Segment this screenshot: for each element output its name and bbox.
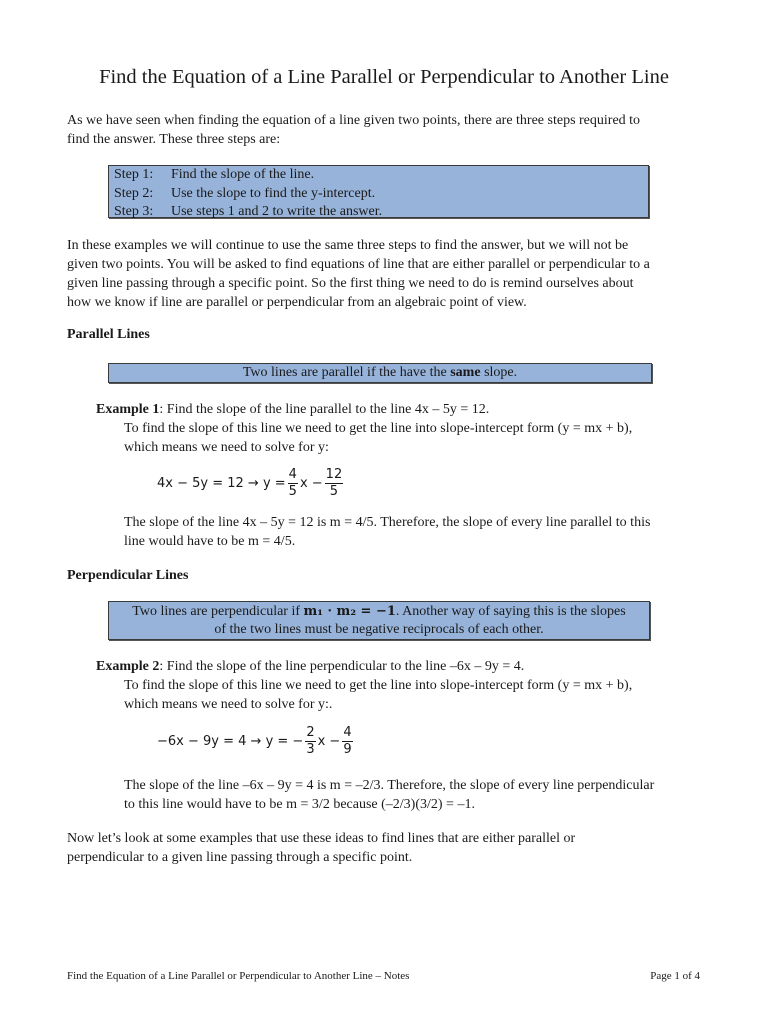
perpendicular-heading: Perpendicular Lines xyxy=(67,568,189,583)
example-2-conclusion xyxy=(124,776,714,814)
numerator: 4 xyxy=(343,725,352,740)
paragraph-line: to this line would have to be m = 3/2 because (–2/3)(3/2) = –1. xyxy=(124,797,475,812)
example-text: : Find the slope of the line perpendicular to the line –6x – 9y = 4. xyxy=(159,659,525,674)
paragraph-line: The slope of the line 4x – 5y = 12 is m = 4/5. Therefore, the slope of every line parallel to this xyxy=(124,515,651,530)
footer-title: Find the Equation of a Line Parallel or Perpendicular to Another Line – Notes xyxy=(67,970,410,982)
parallel-heading: Parallel Lines xyxy=(67,327,150,342)
paragraph-line: given line passing through a specific point. So the first thing we need to do is remind ourselves about xyxy=(67,276,634,291)
page-title: Find the Equation of a Line Parallel or Perpendicular to Another Line xyxy=(99,66,669,88)
step-text: Use the slope to find the y-intercept. xyxy=(171,185,376,201)
rule-emphasis: same xyxy=(450,365,481,380)
paragraph-line: line would have to be m = 4/5. xyxy=(124,534,296,549)
equation-mid: x − xyxy=(299,476,323,491)
equation-lhs: −6x − 9y = 4 → y = − xyxy=(157,734,304,749)
perpendicular-rule-box xyxy=(108,601,650,640)
denominator: 9 xyxy=(343,742,352,757)
rule-text: . Another way of saying this is the slopes xyxy=(395,604,626,619)
continuation-paragraph xyxy=(67,236,707,312)
fraction xyxy=(288,467,298,500)
paragraph-line: To find the slope of this line we need to get the line into slope-intercept form (y = mx + b), xyxy=(124,678,633,693)
example-text: : Find the slope of the line parallel to the line 4x – 5y = 12. xyxy=(159,402,490,417)
parallel-rule-box xyxy=(108,363,652,383)
example-1-conclusion xyxy=(124,513,714,551)
intro-line: As we have seen when finding the equation of a line given two points, there are three steps required to xyxy=(67,113,641,128)
rule-text: slope. xyxy=(480,365,518,380)
step-label: Step 1: xyxy=(114,167,154,182)
intro-line: find the answer. These three steps are: xyxy=(67,132,281,147)
numerator: 12 xyxy=(325,467,343,482)
paragraph-line: The slope of the line –6x – 9y = 4 is m = –2/3. Therefore, the slope of every line perpendicular xyxy=(124,778,655,793)
step-row xyxy=(114,166,648,185)
rule-line xyxy=(109,603,649,621)
paragraph-line: perpendicular to a given line passing through a specific point. xyxy=(67,850,413,865)
rule-text: Two lines are perpendicular if xyxy=(132,604,304,619)
equation-lhs: 4x − 5y = 12 → y = xyxy=(157,476,286,491)
intro-paragraph xyxy=(67,111,707,149)
step-label: Step 3: xyxy=(114,204,154,219)
rule-text: Two lines are parallel if the have the xyxy=(242,365,451,380)
paragraph-line: given two points. You will be asked to find equations of line that are either parallel or perpendicular to a xyxy=(67,257,650,272)
numerator: 2 xyxy=(306,725,315,740)
paragraph-line: In these examples we will continue to use the same three steps to find the answer, but we will not be xyxy=(67,238,629,253)
step-text: Find the slope of the line. xyxy=(171,167,315,182)
example-1-equation xyxy=(157,467,345,500)
example-2-explanation xyxy=(124,676,714,714)
steps-box xyxy=(108,165,649,218)
fraction xyxy=(342,725,352,758)
rule-line: of the two lines must be negative reciprocals of each other. xyxy=(214,622,544,637)
numerator: 4 xyxy=(288,467,297,482)
equation-mid: x − xyxy=(317,734,341,749)
step-text: Use steps 1 and 2 to write the answer. xyxy=(171,204,383,219)
step-row xyxy=(114,185,648,204)
paragraph-line: which means we need to solve for y: xyxy=(124,440,329,455)
paragraph-line: how we know if line are parallel or perpendicular from an algebraic point of view. xyxy=(67,295,527,310)
example-label: Example 2 xyxy=(96,659,160,674)
fraction xyxy=(325,467,344,500)
denominator: 3 xyxy=(306,742,315,757)
example-label: Example 1 xyxy=(96,402,160,417)
paragraph-line: To find the slope of this line we need to get the line into slope-intercept form (y = mx + b), xyxy=(124,421,633,436)
step-row xyxy=(114,203,648,222)
page-number: Page 1 of 4 xyxy=(650,970,700,982)
example-2-prompt xyxy=(96,657,524,676)
example-2-equation xyxy=(157,725,355,758)
closing-paragraph xyxy=(67,829,707,867)
denominator: 5 xyxy=(329,484,339,499)
fraction xyxy=(305,725,315,758)
paragraph-line: which means we need to solve for y:. xyxy=(124,697,333,712)
example-1-prompt xyxy=(96,400,489,419)
step-label: Step 2: xyxy=(114,185,154,201)
denominator: 5 xyxy=(288,484,297,499)
paragraph-line: Now let’s look at some examples that use these ideas to find lines that are either parallel or xyxy=(67,831,576,846)
example-1-explanation xyxy=(124,419,714,457)
rule-formula: m₁ · m₂ = −1 xyxy=(303,604,396,619)
